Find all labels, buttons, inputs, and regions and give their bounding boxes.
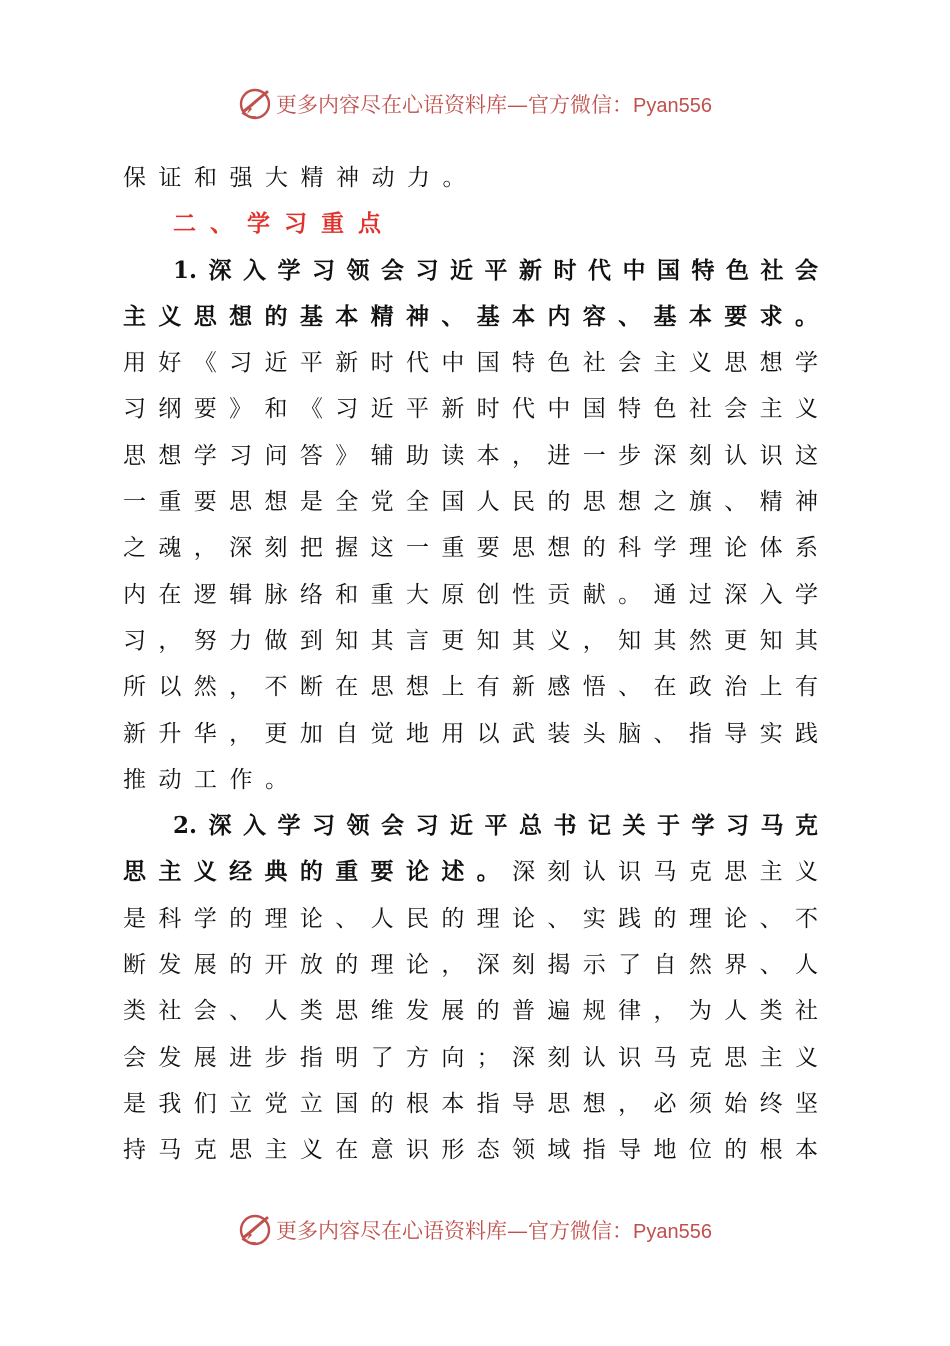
text-line: 习，努力做到知其言更知其义，知其然更知其	[123, 627, 818, 654]
header-banner	[0, 82, 950, 126]
banner-wechat-id: Pyan556	[633, 1221, 712, 1243]
text-line: 2.深入学习领会习近平总书记关于学习马克	[173, 812, 818, 840]
pen-logo-icon	[238, 1213, 272, 1247]
text-line: 是我们立党立国的根本指导思想，必须始终坚	[123, 1090, 818, 1117]
text-line: 之魂，深刻把握这一重要思想的科学理论体系	[123, 535, 818, 562]
document-body	[123, 155, 818, 1174]
text-line: 所以然，不断在思想上有新感悟、在政治上有	[123, 674, 818, 701]
banner-label: 更多内容尽在心语资料库—官方微信：	[276, 93, 634, 117]
section-heading: 二、学习重点	[173, 210, 395, 238]
text-line: 思想学习问答》辅助读本，进一步深刻认识这	[123, 442, 818, 469]
pen-logo-icon	[238, 87, 272, 121]
text-line: 是科学的理论、人民的理论、实践的理论、不	[123, 905, 818, 932]
text-line: 主义思想的基本精神、基本内容、基本要求。	[123, 302, 818, 330]
text-line: 推动工作。	[123, 766, 301, 793]
footer-banner	[0, 1208, 950, 1252]
text-line: 用好《习近平新时代中国特色社会主义思想学	[123, 350, 818, 377]
banner-label: 更多内容尽在心语资料库—官方微信：	[276, 1219, 634, 1243]
text-line: 1.深入学习领会习近平新时代中国特色社会	[173, 256, 818, 284]
text-line: 习纲要》和《习近平新时代中国特色社会主义	[123, 396, 818, 423]
text-line: 思主义经典的重要论述。深刻认识马克思主义	[123, 858, 818, 886]
banner-text	[276, 1215, 712, 1245]
banner-text	[276, 89, 712, 119]
text-line: 持马克思主义在意识形态领域指导地位的根本	[123, 1137, 818, 1164]
text-line: 断发展的开放的理论，深刻揭示了自然界、人	[123, 952, 818, 979]
text-line: 新升华，更加自觉地用以武装头脑、指导实践	[123, 720, 818, 747]
text-line: 一重要思想是全党全国人民的思想之旗、精神	[123, 489, 818, 516]
text-line: 内在逻辑脉络和重大原创性贡献。通过深入学	[123, 581, 818, 608]
text-line: 类社会、人类思维发展的普遍规律，为人类社	[123, 998, 818, 1025]
banner-wechat-id: Pyan556	[633, 95, 712, 117]
text-line: 会发展进步指明了方向；深刻认识马克思主义	[123, 1044, 818, 1071]
text-line: 保证和强大精神动力。	[123, 165, 478, 191]
